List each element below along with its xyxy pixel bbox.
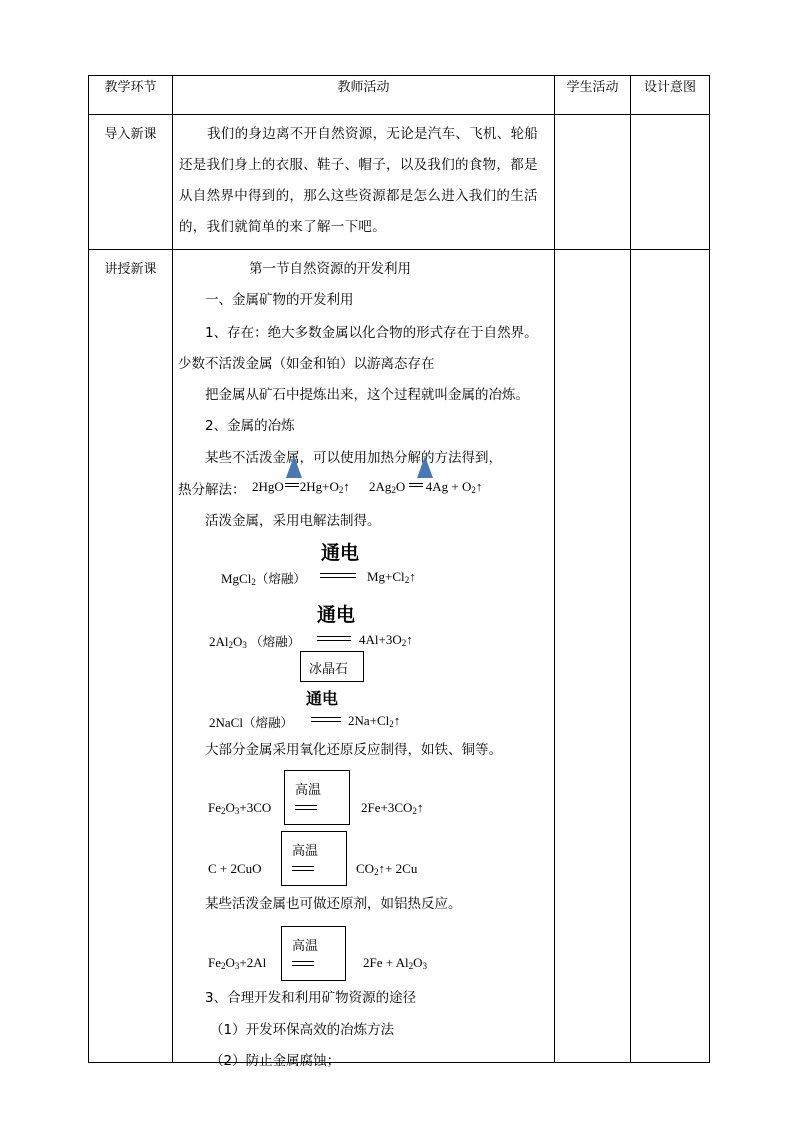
inactive-metal-note: 某些不活泼金属，可以使用加热分解的方法得到，	[205, 450, 502, 466]
equation-fe-al2o3: $2Fe + Al_2O_3$	[363, 955, 428, 971]
lesson-row	[89, 250, 710, 1063]
lesson-plan-table	[88, 75, 710, 1069]
heating-triangle-icon	[417, 456, 433, 478]
high-temp-box	[284, 770, 350, 825]
high-temp-label: 高温	[292, 844, 319, 859]
lesson-design-cell	[631, 250, 710, 1063]
intro-design-cell	[631, 115, 710, 250]
high-temp-label: 高温	[292, 939, 319, 954]
thermite-note: 某些活泼金属也可做还原剂，如铝热反应。	[205, 896, 462, 912]
header-design-intent: 设计意图	[631, 76, 710, 115]
redox-note: 大部分金属采用氧化还原反应制得，如铁、铜等。	[205, 742, 502, 758]
active-metal-note: 活泼金属，采用电解法制得。	[205, 513, 381, 529]
header-teacher-activity: 教师活动	[173, 76, 555, 115]
equation-ag2o: $2Ag_2O$ $4Ag + O_2↑$	[369, 479, 483, 495]
approach-item-1: （1）开发环保高效的冶炼方法	[210, 1022, 395, 1038]
heating-triangle-icon	[286, 456, 302, 478]
header-stage: 教学环节	[89, 76, 173, 115]
reaction-double-line	[320, 573, 356, 578]
intro-row	[89, 115, 710, 250]
molten-label: （熔融）	[242, 715, 293, 730]
section3-heading: 3、合理开发和利用矿物资源的途径	[205, 990, 417, 1006]
reaction-double-line	[311, 717, 341, 722]
molten-label: （熔融）	[250, 634, 301, 649]
equation-mg-cl2: $Mg+Cl_2↑$	[367, 569, 416, 585]
equation-mgcl2: MgCl$_2$（熔融）	[221, 571, 306, 587]
high-temp-box	[281, 926, 346, 981]
smelting-heading: 2、金属的冶炼	[205, 418, 295, 434]
equation-hgo: 2HgO $2Hg+O_2↑$	[252, 479, 350, 495]
reaction-double-line	[317, 636, 351, 641]
existence-line-2: 少数不活泼金属（如金和铂）以游离态存在	[178, 356, 435, 372]
intro-student-cell	[555, 115, 631, 250]
reaction-double-line	[292, 866, 314, 871]
high-temp-label: 高温	[295, 783, 322, 798]
smelting-definition: 把金属从矿石中提炼出来，这个过程就叫金属的冶炼。	[205, 387, 529, 403]
existence-line-1: 1、存在：绝大多数金属以化合物的形式存在于自然界。	[205, 325, 538, 341]
equation-co2-cu: $CO_2↑+ 2Cu$	[356, 861, 418, 877]
reaction-double-line	[295, 805, 317, 810]
equation-fe2o3-al: $Fe_2O_3+2Al$	[208, 955, 267, 971]
equation-nacl: 2NaCl（熔融）	[209, 715, 293, 730]
equation-fe-co2: $2Fe+3CO_2↑$	[361, 800, 424, 816]
lesson-title: 第一节自然资源的开发利用	[249, 261, 411, 277]
electrolysis-label-1: 通电	[321, 542, 360, 564]
electrolysis-label-3: 通电	[306, 689, 339, 708]
cryolite-label: 冰晶石	[309, 662, 349, 677]
equation-al2o3: $2Al_2O_3$ （熔融）	[209, 634, 301, 650]
lesson-student-cell	[555, 250, 631, 1063]
lesson-teacher-cell	[173, 250, 555, 1069]
intro-paragraph: 我们的身边离不开自然资源，无论是汽车、飞机、轮船还是我们身上的衣服、鞋子、帽子，以及我们的食物，都是从自然界中得到的，那么这些资源都是怎么进入我们的生活的，我们就简单的来了解一下吧。	[179, 126, 539, 235]
electrolysis-label-2: 通电	[317, 604, 356, 626]
reaction-double-line	[292, 961, 314, 966]
intro-stage: 导入新课	[89, 115, 173, 250]
high-temp-box	[281, 831, 347, 886]
molten-label: （熔融）	[255, 571, 306, 586]
equation-c-cuo: C + 2CuO	[208, 861, 262, 876]
header-row	[89, 76, 710, 115]
lesson-stage: 讲授新课	[89, 250, 173, 1063]
equation-al-o2: $4Al+3O_2↑$	[359, 632, 413, 648]
approach-item-2: （2）防止金属腐蚀；	[210, 1053, 341, 1069]
thermal-label: 热分解法：	[178, 482, 246, 498]
equation-fe2o3-co: $Fe_2O_3+3CO$	[208, 800, 272, 816]
header-student-activity: 学生活动	[555, 76, 631, 115]
cryolite-box	[300, 651, 364, 682]
section1-heading: 一、金属矿物的开发利用	[205, 292, 354, 308]
intro-teacher-cell	[173, 115, 555, 250]
equation-na-cl2: $2Na+Cl_2↑$	[348, 713, 401, 729]
